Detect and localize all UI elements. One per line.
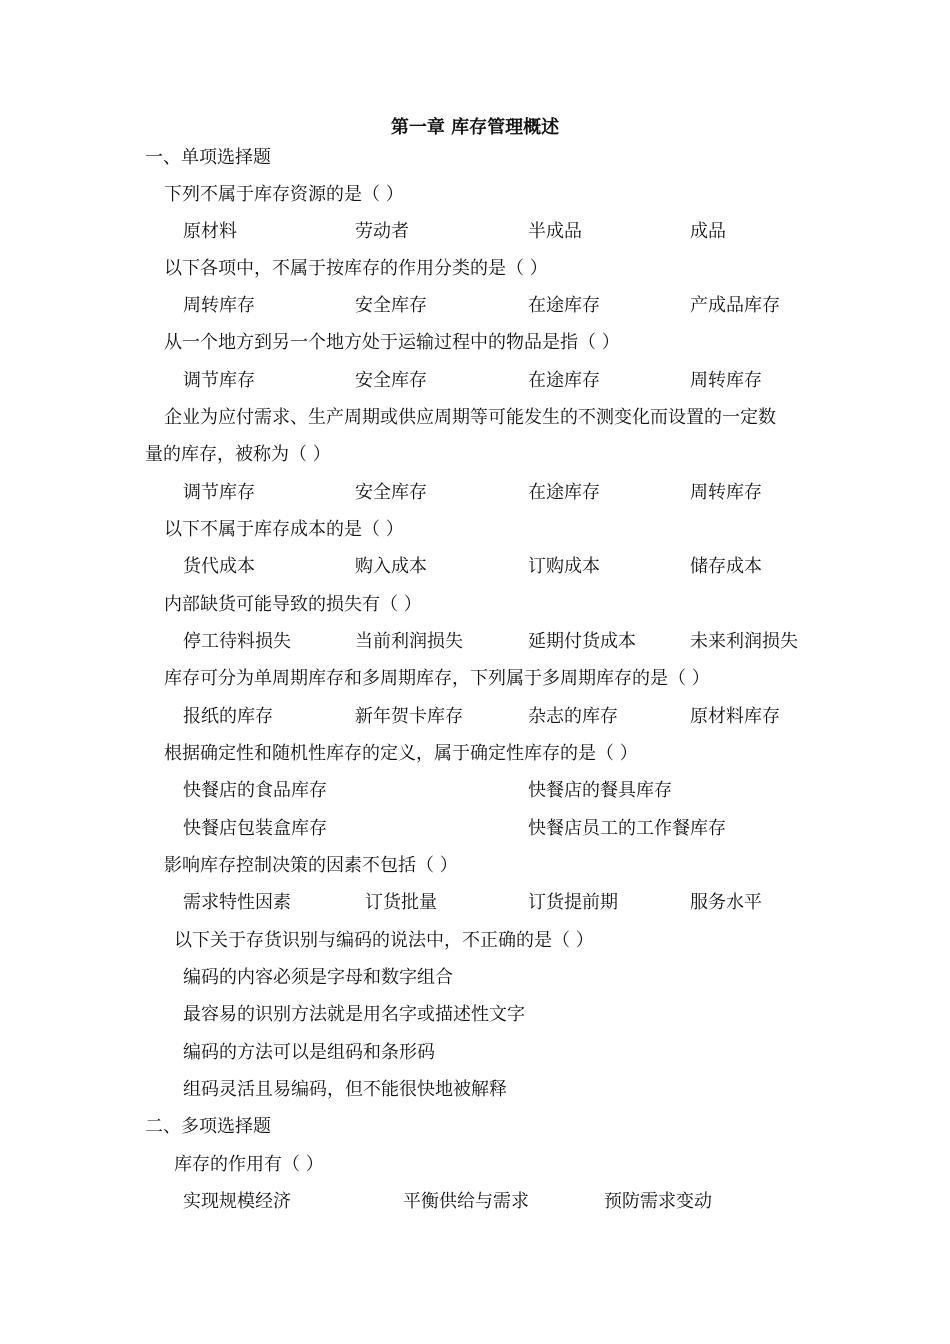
option: 编码的方法可以是组码和条形码 xyxy=(183,1042,435,1063)
section-heading-single-choice: 一、单项选择题 xyxy=(145,147,271,168)
option: 快餐店员工的工作餐库存 xyxy=(528,818,726,839)
question-8-options-row-1 xyxy=(0,779,950,803)
option: 成品 xyxy=(690,221,726,242)
option: 安全库存 xyxy=(355,482,427,503)
question-2-options xyxy=(0,294,950,318)
question-10: 以下关于存货识别与编码的说法中，不正确的是（ ） xyxy=(174,930,594,951)
section-heading-multiple-choice: 二、多项选择题 xyxy=(145,1116,271,1137)
option: 平衡供给与需求 xyxy=(403,1191,529,1212)
option: 调节库存 xyxy=(183,482,255,503)
option: 预防需求变动 xyxy=(604,1191,712,1212)
question-8-options-row-2 xyxy=(0,817,950,841)
question-6-options xyxy=(0,630,950,654)
question-7-options xyxy=(0,705,950,729)
option: 半成品 xyxy=(528,221,582,242)
option: 劳动者 xyxy=(355,221,409,242)
option: 安全库存 xyxy=(355,295,427,316)
option: 编码的内容必须是字母和数字组合 xyxy=(183,967,453,988)
question-4-line-2: 量的库存，被称为（ ） xyxy=(145,444,331,465)
option: 原材料 xyxy=(183,221,237,242)
option: 服务水平 xyxy=(690,892,762,913)
option: 实现规模经济 xyxy=(183,1191,291,1212)
option: 杂志的库存 xyxy=(528,706,618,727)
option: 在途库存 xyxy=(528,482,600,503)
option: 未来利润损失 xyxy=(690,631,798,652)
option: 在途库存 xyxy=(528,295,600,316)
option: 储存成本 xyxy=(690,556,762,577)
option: 新年贺卡库存 xyxy=(355,706,463,727)
option: 产成品库存 xyxy=(690,295,780,316)
option: 需求特性因素 xyxy=(183,892,291,913)
question-5-options xyxy=(0,555,950,579)
option: 订货批量 xyxy=(365,892,437,913)
multi-question-1-options xyxy=(0,1190,950,1214)
option: 快餐店包装盒库存 xyxy=(183,818,327,839)
question-9-options xyxy=(0,891,950,915)
option: 购入成本 xyxy=(355,556,427,577)
question-1: 下列不属于库存资源的是（ ） xyxy=(164,184,404,205)
chapter-title: 第一章 库存管理概述 xyxy=(390,117,560,138)
option: 调节库存 xyxy=(183,370,255,391)
multi-question-1: 库存的作用有（ ） xyxy=(174,1154,324,1175)
option: 货代成本 xyxy=(183,556,255,577)
question-8: 根据确定性和随机性库存的定义，属于确定性库存的是（ ） xyxy=(164,743,638,764)
option: 当前利润损失 xyxy=(355,631,463,652)
question-1-options xyxy=(0,220,950,244)
question-3-options xyxy=(0,369,950,393)
option: 订货提前期 xyxy=(528,892,618,913)
question-6: 内部缺货可能导致的损失有（ ） xyxy=(164,594,422,615)
question-7: 库存可分为单周期库存和多周期库存，下列属于多周期库存的是（ ） xyxy=(164,668,710,689)
option: 周转库存 xyxy=(183,295,255,316)
option: 最容易的识别方法就是用名字或描述性文字 xyxy=(183,1004,525,1025)
question-2: 以下各项中，不属于按库存的作用分类的是（ ） xyxy=(164,258,548,279)
option: 周转库存 xyxy=(690,370,762,391)
question-3: 从一个地方到另一个地方处于运输过程中的物品是指（ ） xyxy=(164,332,620,353)
option: 安全库存 xyxy=(355,370,427,391)
question-4-options xyxy=(0,481,950,505)
option: 在途库存 xyxy=(528,370,600,391)
option: 延期付货成本 xyxy=(528,631,636,652)
option: 快餐店的餐具库存 xyxy=(528,780,672,801)
question-9: 影响库存控制决策的因素不包括（ ） xyxy=(164,855,458,876)
option: 报纸的库存 xyxy=(183,706,273,727)
question-5: 以下不属于库存成本的是（ ） xyxy=(164,519,404,540)
option: 快餐店的食品库存 xyxy=(183,780,327,801)
question-4-line-1: 企业为应付需求、生产周期或供应周期等可能发生的不测变化而设置的一定数 xyxy=(164,407,776,428)
option: 订购成本 xyxy=(528,556,600,577)
option: 停工待料损失 xyxy=(183,631,291,652)
option: 原材料库存 xyxy=(690,706,780,727)
option: 组码灵活且易编码，但不能很快地被解释 xyxy=(183,1079,507,1100)
option: 周转库存 xyxy=(690,482,762,503)
